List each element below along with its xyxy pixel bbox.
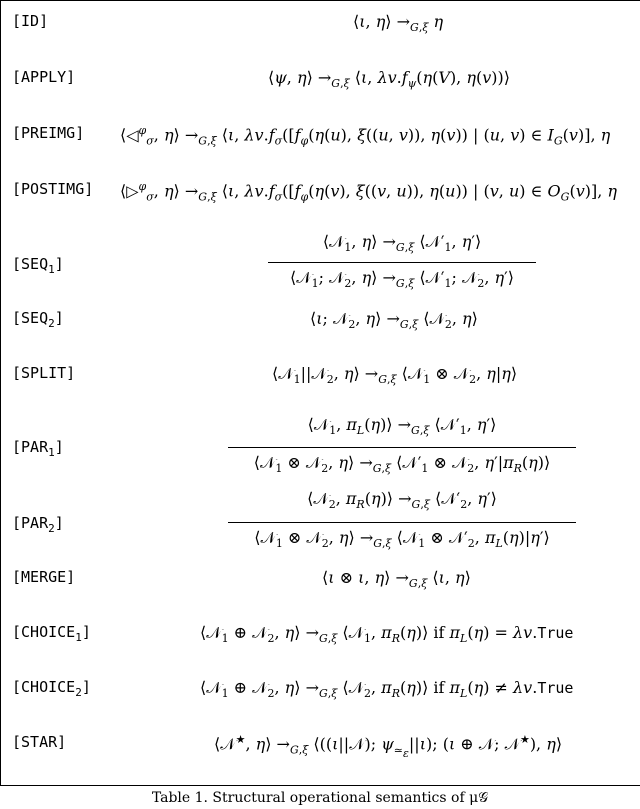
formula-seq2: ⟨ι; 𝒩$_2$, η⟩ $\to_{G,\xi}$ ⟨𝒩$_2$, η⟩ xyxy=(310,309,478,332)
formula-choice1: ⟨𝒩$_1$ ⊕ 𝒩$_2$, η⟩ $\to_{G,\xi}$ ⟨𝒩$_1$, $\pi_R(\eta)⟩$ if $\pi_L(\eta)$ = λv.True xyxy=(200,623,574,646)
rule-name-id: [ID] xyxy=(12,12,49,30)
rule-name-merge: [MERGE] xyxy=(12,568,76,586)
formula-split: ⟨𝒩$_1$||𝒩$_2$, η⟩ $\to_{G,\xi}$ ⟨𝒩$_1$ ⊗ 𝒩$_2$, η|η⟩ xyxy=(272,364,518,387)
rule-name-par1: $[PAR_1]$ xyxy=(12,438,64,459)
rule-name-seq2: $[SEQ_2]$ xyxy=(12,309,64,330)
formula-preimg: ⟨◁$^\varphi_\sigma$, η⟩ $\to_{G,\xi}$ ⟨ι, $\lambda v.f_\sigma([f_\varphi(\eta(u)$, ξ((u, v)), η(v)) | (u, v) ∈ $I_G(v)$], η xyxy=(120,124,611,148)
formula-postimg: ⟨▷$^\varphi_\sigma$, η⟩ $\to_{G,\xi}$ ⟨ι, $\lambda v.f_\sigma([f_\varphi(\eta(v)$, ξ((v, u)), η(u)) | (v, u) ∈ $O_G(v)$], η xyxy=(120,180,617,204)
rule-name-seq1: $[SEQ_1]$ xyxy=(12,255,64,276)
formula-id: ⟨ι, η⟩ $\to_{G,\xi}$ η xyxy=(353,12,444,35)
formula-star: ⟨𝒩★, η⟩ $\to_{G,\xi}$ ⟨((ι||𝒩); $\psi_{≃_\varepsilon}||\iota$); (ι ⊕ 𝒩; 𝒩★), η⟩ xyxy=(214,733,563,760)
formula-par2: ⟨𝒩$_2$, $\pi_R(\eta)⟩ \to_{G,\xi}$ $⟨𝒩'_2$, η′⟩ ⟨𝒩$_1$ ⊗ 𝒩$_2$, η⟩ $\to_{G,\xi}$ ⟨𝒩$_1$ ⊗ $𝒩'_2$, $\pi_L(\eta)|\eta'⟩$ xyxy=(228,489,576,549)
rule-name-choice1: $[CHOICE_1]$ xyxy=(12,623,91,644)
formula-apply: ⟨ψ, η⟩ $\to_{G,\xi}$ ⟨ι, $\lambda v.f_\psi(\eta(V)$, η(v))⟩ xyxy=(268,68,510,91)
formula-par1: ⟨𝒩$_1$, $\pi_L(\eta)⟩ \to_{G,\xi}$ $⟨𝒩'_1$, η′⟩ ⟨𝒩$_1$ ⊗ 𝒩$_2$, η⟩ $\to_{G,\xi}$ $⟨𝒩'_1$ ⊗ 𝒩$_2$, $\eta'|\pi_R(\eta)⟩$ xyxy=(228,415,576,475)
formula-merge: ⟨ι ⊗ ι, η⟩ $\to_{G,\xi}$ ⟨ι, η⟩ xyxy=(322,568,471,591)
rule-name-apply: [APPLY] xyxy=(12,68,76,86)
rule-name-preimg: [PREIMG] xyxy=(12,124,85,142)
rule-name-choice2: $[CHOICE_2]$ xyxy=(12,678,91,699)
formula-choice2: ⟨𝒩$_1$ ⊕ 𝒩$_2$, η⟩ $\to_{G,\xi}$ ⟨𝒩$_2$, $\pi_R(\eta)⟩$ if $\pi_L(\eta)$ ≠ λv.True xyxy=(200,678,574,701)
rule-name-postimg: [POSTIMG] xyxy=(12,180,94,198)
table-caption: Table 1. Structural operational semantics of μ𝒢 xyxy=(151,790,489,806)
rule-name-star: [STAR] xyxy=(12,733,67,751)
rule-name-par2: $[PAR_2]$ xyxy=(12,514,64,535)
formula-seq1: ⟨𝒩$_1$, η⟩ $\to_{G,\xi}$ $⟨𝒩'_1$, η′⟩ ⟨𝒩$_1$; 𝒩$_2$, η⟩ $\to_{G,\xi}$ $⟨𝒩'_1$; 𝒩$_2$, η′⟩ xyxy=(268,232,536,292)
rule-name-split: [SPLIT] xyxy=(12,364,76,382)
